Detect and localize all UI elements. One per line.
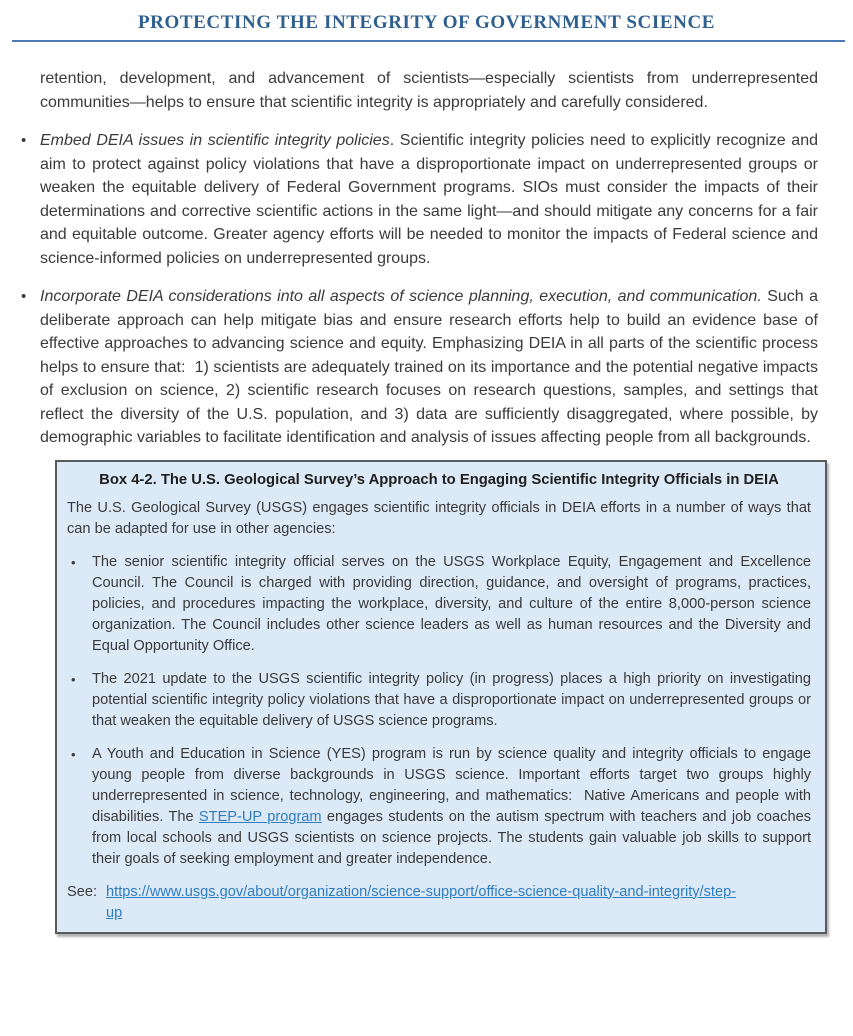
box-bullet-council: [67, 552, 811, 657]
box-4-2: [55, 460, 827, 934]
box-bullet-yes-program: [67, 744, 811, 870]
bullet-marker: •: [71, 671, 76, 687]
bullet-rest: . Scientific integrity policies need to explicitly recognize and aim to protect against policy violations that have a disproportionate impact on underrepresented groups or weaken the equitable delivery of Federal Government programs. SIOs must consider the impacts of their determinations and corrective scientific actions in the same light—and should mitigate any concerns for a fair and equitable outcome. Greater agency efforts will be needed to monitor the impacts of Federal science and science-informed policies on underrepresented groups.: [40, 132, 819, 267]
bullet-item-embed-deia: [21, 129, 819, 270]
box-bullet-text: The 2021 update to the USGS scientific integrity policy (in progress) places a high priority on investigating potential scientific integrity policy violations that have a disproportionate impact on underrepresented groups or that weaken the equitable delivery of USGS science programs.: [92, 670, 811, 729]
bullet-text: [40, 129, 818, 270]
box-bullet-text: [92, 744, 811, 870]
box-bullet-text-before-link: A Youth and Education in Science (YES) program is run by science quality and integrity officials to engage young people from diverse backgrounds in USGS science. Important efforts target two groups highly underrepresented in science, technology, engineering, and mathematics: Native Americans and people with disabilities. The: [92, 745, 811, 825]
bullet-marker: •: [21, 132, 27, 149]
bullet-rest: Such a deliberate approach can help mitigate bias and ensure research efforts help to build an evidence base of effective approaches to advancing science and equity. Emphasizing DEIA in all parts of the scientific process helps to ensure that: 1) scientists are adequately trained on its importance and the potential negative impacts of exclusion on science, 2) scientific research focuses on research questions, samples, and settings that reflect the diversity of the U.S. population, and 3) data are sufficiently disaggregated, where possible, by demographic variables to facilitate identification and analysis of issues affecting people from all backgrounds.: [40, 288, 818, 446]
bullet-text: [40, 285, 818, 450]
see-reference-row: [67, 882, 811, 924]
bullet-lead-italic: Embed DEIA issues in scientific integrity policies: [40, 132, 390, 149]
box-bullet-policy-update: [67, 669, 811, 732]
box-bullet-text: The senior scientific integrity official serves on the USGS Workplace Equity, Engagement and Excellence Council. The Council is charged with providing direction, guidance, and oversight of programs, practices, policies, and procedures impacting the workplace, diversity, and culture of the entire 8,000-person science organization. The Council includes other science leaders as well as human resources and the Diversity and Equal Opportunity Office.: [92, 553, 811, 654]
box-intro-paragraph: The U.S. Geological Survey (USGS) engages scientific integrity officials in DEIA efforts in a number of ways that can be adapted for use in other agencies:: [67, 499, 811, 537]
usgs-step-up-url-link[interactable]: https://www.usgs.gov/about/organization/science-support/office-science-quality-and-integrity/step-up: [106, 883, 737, 921]
intro-paragraph: retention, development, and advancement of scientists—especially scientists from underrepresented communities—helps to ensure that scientific integrity is appropriately and carefully considered.: [40, 70, 818, 111]
box-title: Box 4-2. The U.S. Geological Survey’s Approach to Engaging Scientific Integrity Officials in DEIA: [99, 471, 779, 488]
step-up-program-link[interactable]: STEP-UP program: [198, 808, 322, 825]
document-page: [0, 12, 853, 1036]
bullet-item-incorporate-deia: [21, 285, 818, 450]
header-rule: [12, 40, 845, 42]
page-header-title: PROTECTING THE INTEGRITY OF GOVERNMENT SCIENCE: [137, 12, 716, 33]
box-bullet-text-after-link: engages students on the autism spectrum with teachers and job coaches from local schools and USGS scientists on science projects. The students gain valuable job skills to support their goals of seeking employment and greater independence.: [92, 808, 811, 867]
bullet-marker: •: [71, 746, 76, 762]
bullet-marker: •: [71, 554, 76, 570]
bullet-marker: •: [21, 288, 27, 305]
see-label: See:: [67, 883, 98, 900]
bullet-lead-italic: Incorporate DEIA considerations into all aspects of science planning, execution, and communication.: [40, 288, 762, 305]
page-body: [21, 67, 819, 934]
